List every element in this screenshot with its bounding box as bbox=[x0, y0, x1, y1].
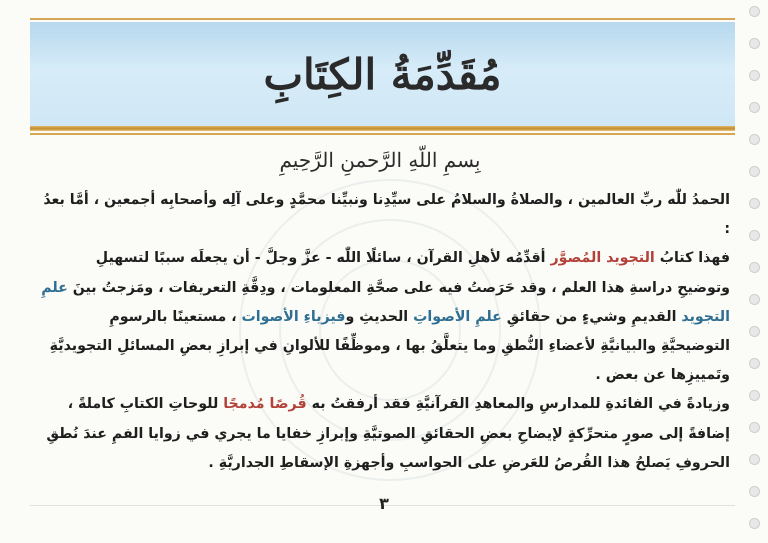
text-span: وزيادةً في الفائدةِ للمدارسِ والمعاهدِ القرآنيَّةِ فقد أرفقتُ به bbox=[306, 396, 730, 413]
introduction-text bbox=[40, 186, 730, 478]
acoustics-highlight: فيزياءِ الأصوات bbox=[241, 308, 346, 325]
paragraph-1: الحمدُ للّٰه ربِّ العالمين ، والصلاةُ والسلامُ على سيِّدِنا ونبيِّنا محمَّدٍ وعلى آلِه وأصحابِه أجمعين ، أمَّا بعدُ : bbox=[43, 192, 730, 238]
header-bottom-thin-rule bbox=[30, 133, 735, 135]
paragraph-3 bbox=[40, 390, 730, 478]
binding-hole bbox=[749, 198, 760, 209]
binding-hole bbox=[749, 166, 760, 177]
binding-hole bbox=[749, 326, 760, 337]
binding-hole bbox=[749, 262, 760, 273]
text-span: الحديثِ و bbox=[345, 308, 414, 325]
header-bottom-rule bbox=[30, 126, 735, 131]
binding-hole bbox=[749, 422, 760, 433]
binding-hole bbox=[749, 390, 760, 401]
binding-hole bbox=[749, 518, 760, 529]
binding-hole bbox=[749, 486, 760, 497]
binding-hole bbox=[749, 294, 760, 305]
binding-hole bbox=[749, 230, 760, 241]
text-span: القديمِ وشيءٍ من حقائقِ bbox=[501, 308, 682, 325]
spiral-binding bbox=[740, 0, 766, 543]
text-span: للوحاتِ الكتابِ كاملةً ، إضافةً إلى صورٍ متحرِّكةٍ لإيضاحِ بعضِ الحقائقِ الصوتيَّةِ وإبرازِ خفايا ما يجري في زوايا الفمِ عندَ نُطقِ الحروفِ يَصلحُ هذا القُرصُ للعَرضِ على الحواسبِ وأجهزةِ الإسقاطِ الجداريَّةِ . bbox=[46, 396, 730, 471]
book-name-highlight: التجويد المُصوَّر bbox=[550, 250, 655, 267]
text-span: أقدِّمُه لأهلِ القرآن ، سائلًا اللّٰه - عزَّ وجلَّ - أن يجعلَه سببًا لتسهيلِ وتوضيحِ دراسةِ هذا العلم ، وقد حَرَصتُ فيه على صحَّةِ المعلومات ، ودِقَّةِ التعريفات ، ومَزجتُ بينَ bbox=[67, 250, 730, 296]
bismillah: بِسمِ اللّهِ الرَّحمنِ الرَّحِيمِ bbox=[279, 148, 481, 172]
binding-hole bbox=[749, 358, 760, 369]
binding-hole bbox=[749, 38, 760, 49]
page-title: مُقَدِّمَةُ الكِتَابِ bbox=[263, 50, 502, 99]
text-span: ، مستعينًا بالرسومِ التوضيحيَّةِ والبيانيَّةِ لأعضاءِ النُّطقِ وما يتعلَّقُ بها ، وموظِّفًا للألوانِ في إبرازِ بعضِ المسائلِ التجويديَّةِ وتَمييزِها عن بعض . bbox=[49, 308, 730, 384]
binding-hole bbox=[749, 134, 760, 145]
header-top-rule bbox=[30, 18, 735, 20]
binding-hole bbox=[749, 70, 760, 81]
phonetics-highlight: علمِ الأصواتِ bbox=[413, 308, 502, 325]
text-span: فهذا كتابُ bbox=[654, 250, 730, 267]
binding-hole bbox=[749, 6, 760, 17]
binding-hole bbox=[749, 102, 760, 113]
binding-hole bbox=[749, 454, 760, 465]
paragraph-2 bbox=[40, 244, 730, 390]
tajweed-highlight: علمِ التجويد bbox=[41, 279, 730, 325]
page-number: ٣ bbox=[379, 494, 389, 513]
cd-highlight: قُرصًا مُدمجًا bbox=[223, 396, 307, 413]
